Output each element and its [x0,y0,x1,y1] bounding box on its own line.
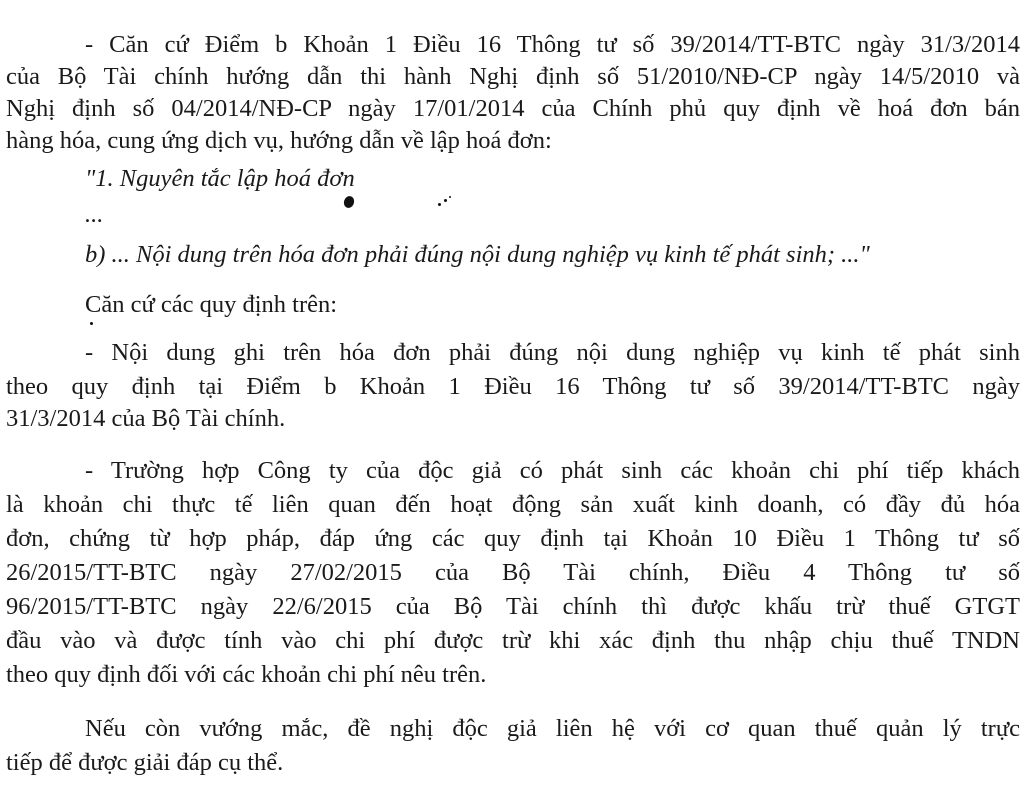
paragraph-5-line-1: Nếu còn vướng mắc, đề nghị độc giả liên hệ với cơ quan thuế quản lý trực [85,715,1020,742]
paragraph-4-line-7: theo quy định đối với các khoản chi phí nêu trên. [6,661,487,688]
scan-speck [449,196,451,198]
paragraph-1-line-4: hàng hóa, cung ứng dịch vụ, hướng dẫn về lập hoá đơn: [6,127,552,154]
paragraph-3-line-2: theo quy định tại Điểm b Khoản 1 Điều 16 Thông tư số 39/2014/TT-BTC ngày [6,373,1020,400]
paragraph-4-line-6: đầu vào và được tính vào chi phí được trừ khi xác định thu nhập chịu thuế TNDN [6,627,1020,654]
paragraph-4-line-4: 26/2015/TT-BTC ngày 27/02/2015 của Bộ Tài chính, Điều 4 Thông tư số [6,559,1020,586]
scan-speck [342,195,356,210]
paragraph-3-line-3: 31/3/2014 của Bộ Tài chính. [6,405,286,432]
quote-line-3: b) ... Nội dung trên hóa đơn phải đúng nội dung nghiệp vụ kinh tế phát sinh; ..." [85,241,870,268]
paragraph-1-line-1: - Căn cứ Điểm b Khoản 1 Điều 16 Thông tư số 39/2014/TT-BTC ngày 31/3/2014 [85,31,1020,58]
scan-speck [90,322,93,325]
paragraph-3-line-1: - Nội dung ghi trên hóa đơn phải đúng nội dung nghiệp vụ kinh tế phát sinh [85,339,1020,366]
paragraph-4-line-5: 96/2015/TT-BTC ngày 22/6/2015 của Bộ Tài chính thì được khấu trừ thuế GTGT [6,593,1020,620]
paragraph-1-line-3: Nghị định số 04/2014/NĐ-CP ngày 17/01/2014 của Chính phủ quy định về hoá đơn bán [6,95,1020,122]
scan-speck [444,199,447,202]
paragraph-2-line-1: Căn cứ các quy định trên: [85,291,338,318]
paragraph-1-line-2: của Bộ Tài chính hướng dẫn thi hành Nghị định số 51/2010/NĐ-CP ngày 14/5/2010 và [6,63,1020,90]
scan-speck [438,203,441,206]
paragraph-4-line-2: là khoản chi thực tế liên quan đến hoạt động sản xuất kinh doanh, có đầy đủ hóa [6,491,1020,518]
paragraph-4-line-3: đơn, chứng từ hợp pháp, đáp ứng các quy định tại Khoản 10 Điều 1 Thông tư số [6,525,1020,552]
paragraph-4-line-1: - Trường hợp Công ty của độc giả có phát sinh các khoản chi phí tiếp khách [85,457,1020,484]
quote-line-2: ... [85,201,104,228]
quote-line-1: "1. Nguyên tắc lập hoá đơn [85,165,355,192]
paragraph-5-line-2: tiếp để được giải đáp cụ thể. [6,749,284,776]
